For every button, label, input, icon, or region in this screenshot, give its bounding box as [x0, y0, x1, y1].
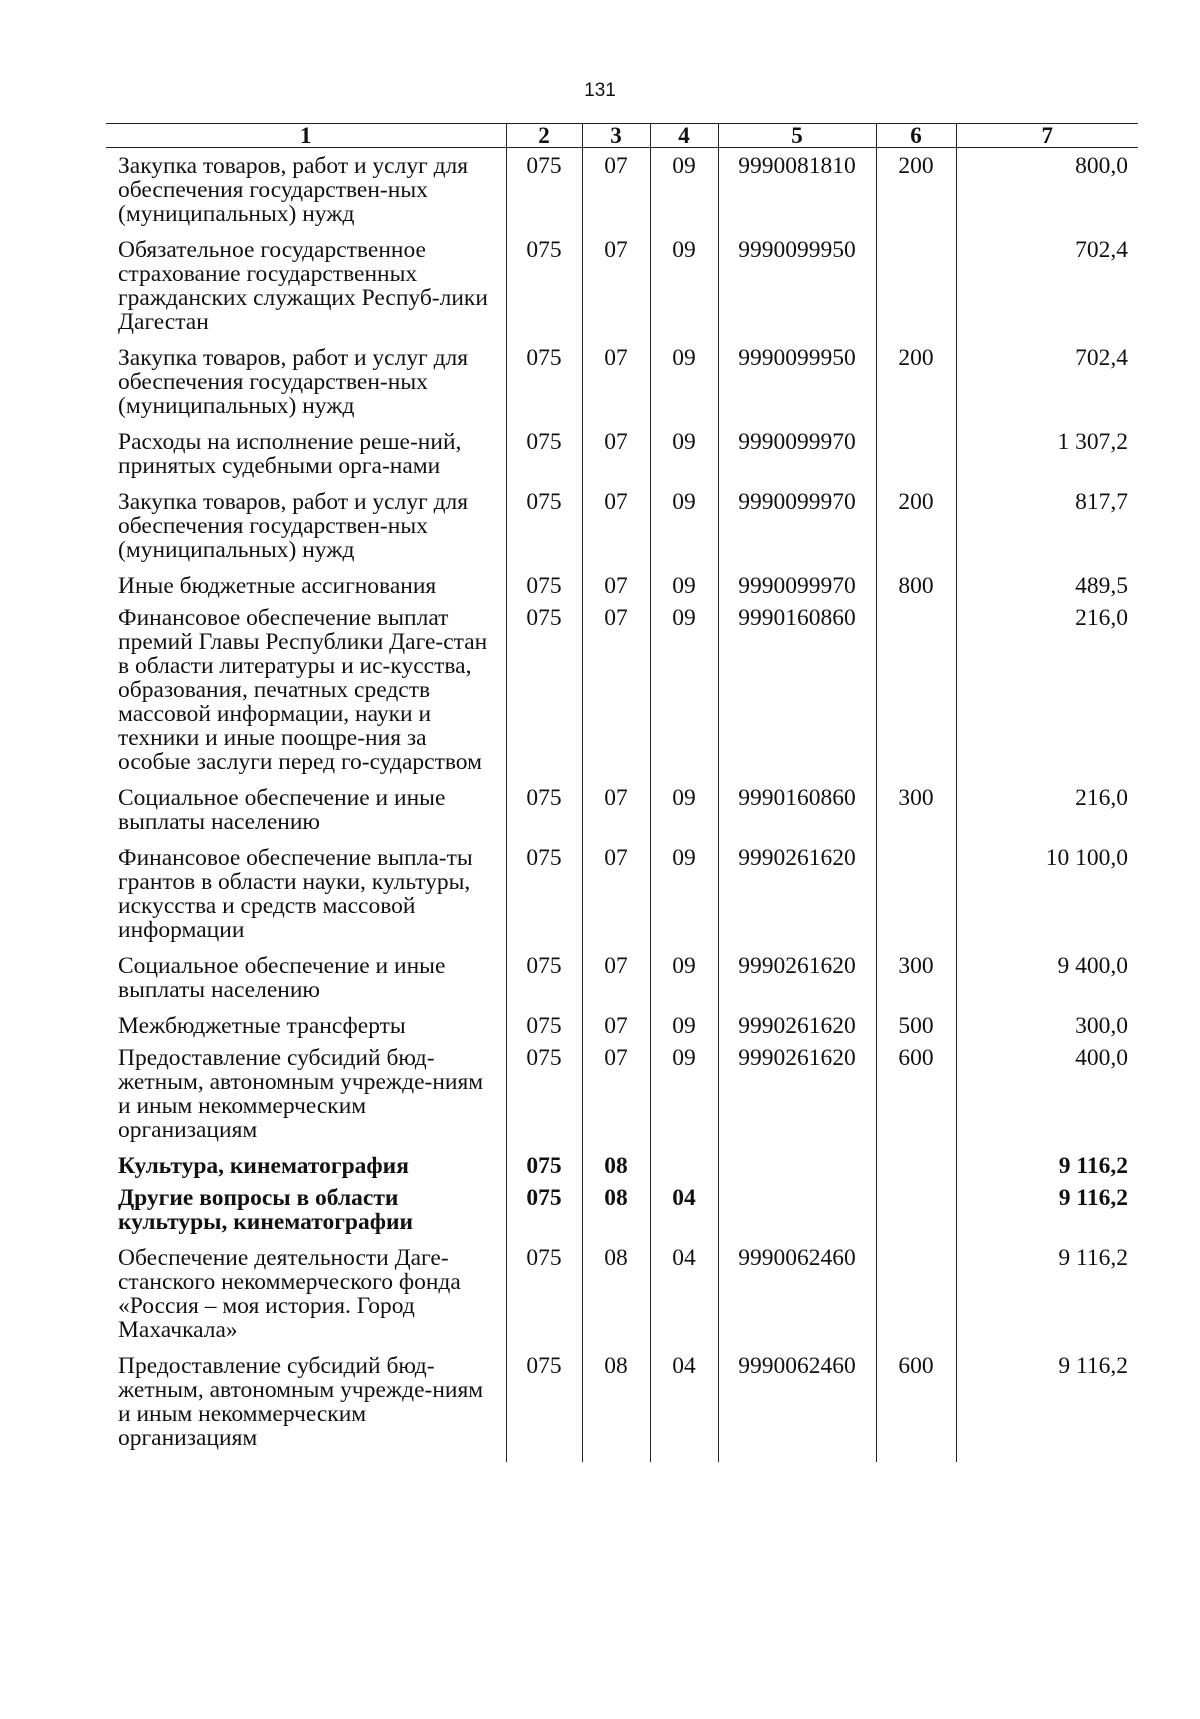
row-code-col5: 9990062460 [718, 1246, 876, 1354]
row-code-col5: 9990099950 [718, 346, 876, 430]
row-code-col3: 07 [582, 148, 650, 239]
row-code-col3: 07 [582, 1014, 650, 1046]
row-amount: 400,0 [956, 1046, 1138, 1154]
table-row [106, 1154, 1138, 1186]
row-code-col5: 9990261620 [718, 1014, 876, 1046]
row-code-col5 [718, 1186, 876, 1246]
row-code-col2: 075 [506, 954, 582, 1014]
row-code-col3: 07 [582, 606, 650, 786]
row-amount: 800,0 [956, 148, 1138, 239]
row-code-col4: 04 [650, 1246, 718, 1354]
row-code-col4: 09 [650, 786, 718, 846]
row-code-col6: 600 [876, 1046, 956, 1154]
row-code-col5: 9990099970 [718, 574, 876, 606]
row-code-col2: 075 [506, 1046, 582, 1154]
row-code-col4: 04 [650, 1354, 718, 1462]
row-code-col2: 075 [506, 490, 582, 574]
row-description: Закупка товаров, работ и услуг для обеспечения государствен-ных (муниципальных) нужд [118, 489, 469, 563]
row-code-col4: 09 [650, 606, 718, 786]
row-code-col3: 07 [582, 574, 650, 606]
table-row [106, 1046, 1138, 1154]
row-code-col6 [876, 1246, 956, 1354]
row-code-col6: 300 [876, 786, 956, 846]
row-code-col6 [876, 238, 956, 346]
row-code-col5: 9990099970 [718, 430, 876, 490]
row-code-col3: 08 [582, 1154, 650, 1186]
column-header: 5 [718, 124, 876, 148]
table-row [106, 346, 1138, 430]
row-code-col6 [876, 846, 956, 954]
row-amount: 817,7 [956, 490, 1138, 574]
row-description: Закупка товаров, работ и услуг для обеспечения государствен-ных (муниципальных) нужд [118, 345, 469, 419]
column-header: 2 [506, 124, 582, 148]
row-code-col2: 075 [506, 574, 582, 606]
row-code-col4: 09 [650, 1014, 718, 1046]
row-description: Расходы на исполнение реше-ний, принятых судебными орга-нами [118, 429, 462, 479]
row-code-col3: 08 [582, 1186, 650, 1246]
row-code-col6 [876, 430, 956, 490]
row-code-col6 [876, 606, 956, 786]
row-amount: 300,0 [956, 1014, 1138, 1046]
row-code-col6: 200 [876, 148, 956, 239]
row-amount: 702,4 [956, 346, 1138, 430]
row-description: Финансовое обеспечение выпла-ты грантов в области науки, культуры, искусства и средств массовой информации [118, 845, 473, 943]
row-description: Межбюджетные трансферты [118, 1013, 406, 1039]
row-description: Другие вопросы в области культуры, кинематографии [118, 1185, 414, 1235]
row-description: Иные бюджетные ассигнования [118, 573, 437, 599]
row-code-col2: 075 [506, 1246, 582, 1354]
row-description: Обеспечение деятельности Даге-станского некоммерческого фонда «Россия – моя история. Город Махачкала» [118, 1245, 461, 1343]
row-code-col2: 075 [506, 238, 582, 346]
row-code-col6: 500 [876, 1014, 956, 1046]
row-code-col5: 9990261620 [718, 1046, 876, 1154]
row-amount: 216,0 [956, 786, 1138, 846]
row-code-col4: 09 [650, 954, 718, 1014]
row-code-col3: 08 [582, 1354, 650, 1462]
row-code-col4: 09 [650, 346, 718, 430]
row-code-col3: 08 [582, 1246, 650, 1354]
row-amount: 1 307,2 [956, 430, 1138, 490]
row-code-col2: 075 [506, 1186, 582, 1246]
row-code-col4: 09 [650, 490, 718, 574]
row-code-col6: 800 [876, 574, 956, 606]
row-code-col5: 9990099970 [718, 490, 876, 574]
row-code-col4: 09 [650, 430, 718, 490]
row-amount: 702,4 [956, 238, 1138, 346]
row-code-col2: 075 [506, 346, 582, 430]
row-amount: 10 100,0 [956, 846, 1138, 954]
row-code-col2: 075 [506, 1154, 582, 1186]
table-row [106, 954, 1138, 1014]
row-code-col3: 07 [582, 846, 650, 954]
row-amount: 489,5 [956, 574, 1138, 606]
row-code-col6: 200 [876, 346, 956, 430]
row-code-col2: 075 [506, 148, 582, 239]
row-amount: 216,0 [956, 606, 1138, 786]
column-header: 7 [956, 124, 1138, 148]
row-code-col3: 07 [582, 786, 650, 846]
budget-table [106, 123, 1138, 1462]
row-amount: 9 116,2 [956, 1186, 1138, 1246]
row-code-col4: 09 [650, 846, 718, 954]
row-code-col5: 9990261620 [718, 954, 876, 1014]
table-row [106, 1186, 1138, 1246]
table-row [106, 430, 1138, 490]
table-row [106, 238, 1138, 346]
row-description: Культура, кинематография [118, 1153, 409, 1179]
row-code-col6: 200 [876, 490, 956, 574]
row-code-col3: 07 [582, 1046, 650, 1154]
row-code-col6: 600 [876, 1354, 956, 1462]
column-header: 6 [876, 124, 956, 148]
table-body [106, 148, 1138, 1463]
row-code-col5: 9990062460 [718, 1354, 876, 1462]
row-description: Закупка товаров, работ и услуг для обеспечения государствен-ных (муниципальных) нужд [118, 153, 469, 227]
page-number: 131 [584, 80, 616, 101]
row-code-col5: 9990081810 [718, 148, 876, 239]
row-amount: 9 116,2 [956, 1354, 1138, 1462]
row-description: Финансовое обеспечение выплат премий Главы Республики Даге-стан в области литературы и ис-кусства, образования, печатных средств массовой информации, науки и техники и иные поощре-ния за особые заслуги перед го-сударством [118, 605, 488, 775]
row-description: Обязательное государственное страхование государственных гражданских служащих Респуб-лики Дагестан [118, 237, 488, 335]
table-row [106, 786, 1138, 846]
row-code-col6 [876, 1154, 956, 1186]
row-amount: 9 400,0 [956, 954, 1138, 1014]
row-code-col6: 300 [876, 954, 956, 1014]
table-row [106, 490, 1138, 574]
row-code-col4: 09 [650, 574, 718, 606]
row-code-col2: 075 [506, 606, 582, 786]
row-code-col2: 075 [506, 430, 582, 490]
table-row [106, 574, 1138, 606]
row-code-col4: 09 [650, 1046, 718, 1154]
row-code-col5: 9990261620 [718, 846, 876, 954]
row-description: Предоставление субсидий бюд-жетным, автономным учрежде-ниям и иным некоммерческим организациям [118, 1353, 484, 1451]
row-code-col4: 04 [650, 1186, 718, 1246]
row-code-col3: 07 [582, 430, 650, 490]
column-header: 1 [106, 124, 506, 148]
table-row [106, 1014, 1138, 1046]
row-code-col3: 07 [582, 238, 650, 346]
table-row [106, 1354, 1138, 1462]
row-code-col2: 075 [506, 1354, 582, 1462]
row-code-col3: 07 [582, 954, 650, 1014]
table-row [106, 606, 1138, 786]
row-code-col3: 07 [582, 346, 650, 430]
row-code-col5: 9990160860 [718, 606, 876, 786]
row-code-col5: 9990160860 [718, 786, 876, 846]
row-code-col3: 07 [582, 490, 650, 574]
table-header-row [106, 124, 1138, 148]
row-code-col2: 075 [506, 846, 582, 954]
row-code-col2: 075 [506, 786, 582, 846]
row-amount: 9 116,2 [956, 1246, 1138, 1354]
row-code-col6 [876, 1186, 956, 1246]
row-code-col5: 9990099950 [718, 238, 876, 346]
column-header: 3 [582, 124, 650, 148]
row-description: Социальное обеспечение и иные выплаты населению [118, 785, 446, 835]
row-code-col2: 075 [506, 1014, 582, 1046]
row-code-col5 [718, 1154, 876, 1186]
row-description: Социальное обеспечение и иные выплаты населению [118, 953, 446, 1003]
row-code-col4: 09 [650, 148, 718, 239]
table-row [106, 148, 1138, 239]
column-header: 4 [650, 124, 718, 148]
row-description: Предоставление субсидий бюд-жетным, автономным учрежде-ниям и иным некоммерческим организациям [118, 1045, 484, 1143]
table-row [106, 846, 1138, 954]
table-row [106, 1246, 1138, 1354]
row-amount: 9 116,2 [956, 1154, 1138, 1186]
row-code-col4: 09 [650, 238, 718, 346]
row-code-col4 [650, 1154, 718, 1186]
